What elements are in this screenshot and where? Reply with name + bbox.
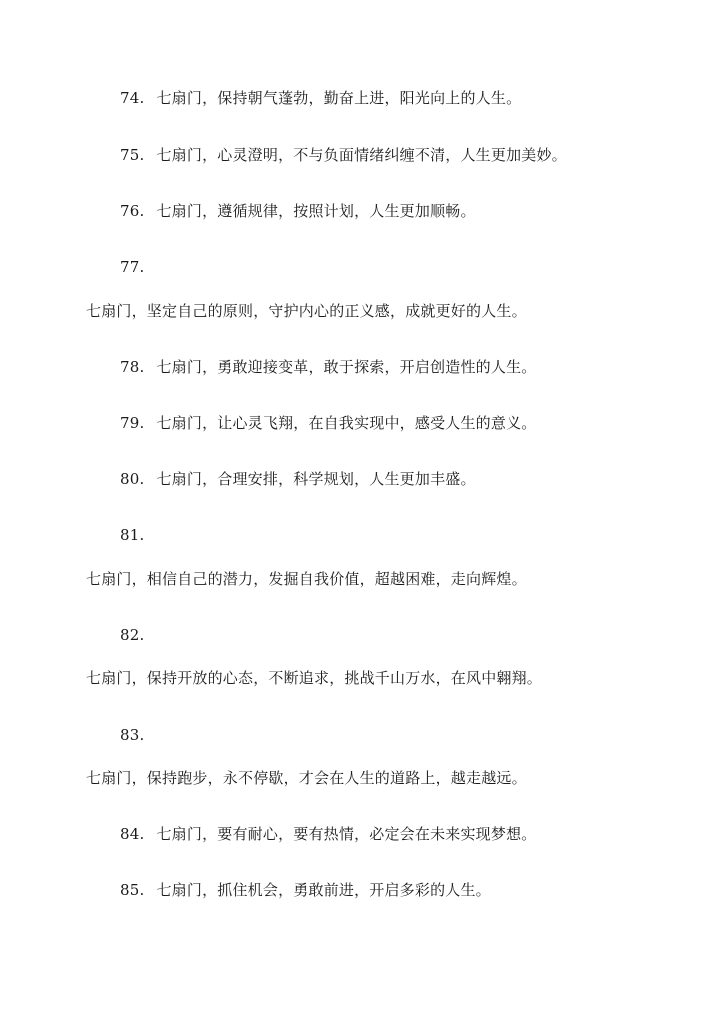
item-text: 七扇门，要有耐心，要有热情，必定会在未来实现梦想。: [156, 825, 537, 843]
item-text: 七扇门，坚定自己的原则，守护内心的正义感，成就更好的人生。: [86, 302, 527, 320]
list-item: [120, 413, 536, 433]
list-item: [120, 880, 491, 900]
item-number: 75.: [120, 146, 145, 164]
list-item: [120, 824, 536, 844]
item-number: 85.: [120, 881, 145, 899]
item-text: 七扇门，保持开放的心态，不断追求，挑战千山万水，在风中翱翔。: [86, 669, 543, 687]
item-number: 79.: [120, 414, 145, 432]
item-number: 82.: [120, 626, 145, 644]
item-text: 七扇门，遵循规律，按照计划，人生更加顺畅。: [156, 202, 476, 220]
list-item: [120, 145, 567, 165]
list-item: [120, 201, 476, 221]
item-text: 七扇门，相信自己的潜力，发掘自我价值，超越困难，走向辉煌。: [86, 570, 527, 588]
item-number: 77.: [120, 258, 145, 276]
item-text: 七扇门，合理安排，科学规划，人生更加丰盛。: [156, 470, 476, 488]
item-text: 七扇门，勇敢迎接变革，敢于探索，开启创造性的人生。: [156, 358, 537, 376]
item-text: 七扇门，心灵澄明，不与负面情绪纠缠不清，人生更加美妙。: [156, 146, 567, 164]
item-number: 76.: [120, 202, 145, 220]
item-text: 七扇门，抓住机会，勇敢前进，开启多彩的人生。: [156, 881, 491, 899]
item-text: 七扇门，保持跑步，永不停歇，才会在人生的道路上，越走越远。: [86, 769, 527, 787]
item-text: 七扇门，保持朝气蓬勃，勤奋上进，阳光向上的人生。: [156, 89, 522, 107]
list-item: [120, 469, 476, 489]
item-number: 84.: [120, 825, 145, 843]
item-number: 80.: [120, 470, 145, 488]
item-number: 78.: [120, 358, 145, 376]
item-number: 74.: [120, 89, 145, 107]
item-text: 七扇门，让心灵飞翔，在自我实现中，感受人生的意义。: [156, 414, 537, 432]
item-number: 81.: [120, 526, 145, 544]
item-number: 83.: [120, 726, 145, 744]
list-item: [120, 357, 536, 377]
list-item: [120, 88, 521, 108]
